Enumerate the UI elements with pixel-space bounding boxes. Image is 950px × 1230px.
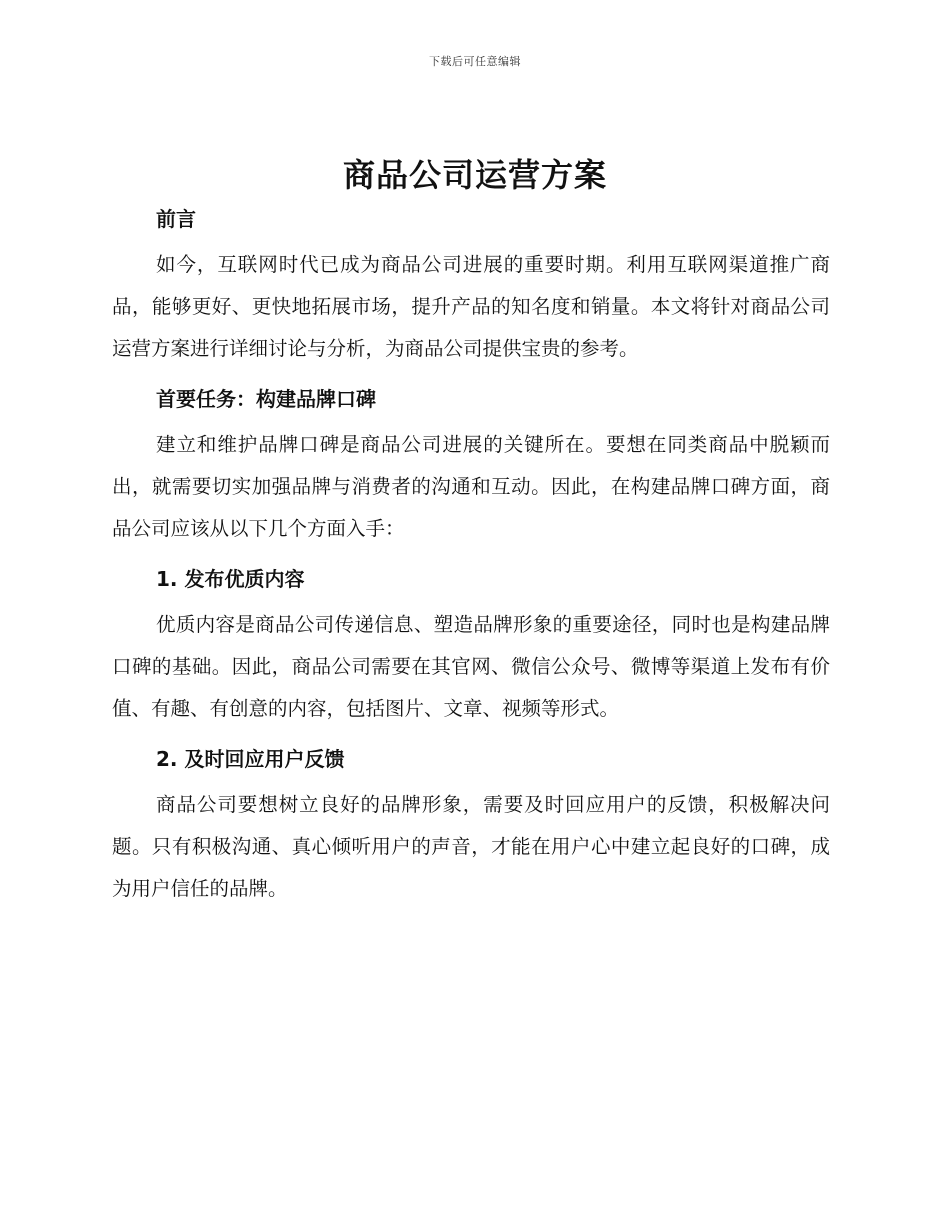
section-heading-user-feedback: 2. 及时回应用户反馈 xyxy=(156,747,345,771)
document-title: 商品公司运营方案 xyxy=(342,156,607,194)
section-heading-brand-reputation: 首要任务：构建品牌口碑 xyxy=(156,387,376,411)
page-header-note: 下载后可任意编辑 xyxy=(429,55,521,68)
section-paragraph-user-feedback: 商品公司要想树立良好的品牌形象，需要及时回应用户的反馈，积极解决问题。只有积极沟通、真心倾听用户的声音，才能在用户心中建立起良好的口碑，成为用户信任的品牌。 xyxy=(112,793,830,900)
section-paragraph-brand-reputation: 建立和维护品牌口碑是商品公司进展的关键所在。要想在同类商品中脱颖而出，就需要切实加强品牌与消费者的沟通和互动。因此，在构建品牌口碑方面，商品公司应该从以下几个方面入手： xyxy=(112,433,830,540)
document-body xyxy=(112,200,830,922)
section-heading-preface: 前言 xyxy=(156,207,196,231)
section-paragraph-quality-content: 优质内容是商品公司传递信息、塑造品牌形象的重要途径，同时也是构建品牌口碑的基础。因此，商品公司需要在其官网、微信公众号、微博等渠道上发布有价值、有趣、有创意的内容，包括图片、文章、视频等形式。 xyxy=(112,613,830,720)
section-heading-quality-content: 1. 发布优质内容 xyxy=(156,567,305,591)
section-paragraph-preface: 如今，互联网时代已成为商品公司进展的重要时期。利用互联网渠道推广商品，能够更好、更快地拓展市场，提升产品的知名度和销量。本文将针对商品公司运营方案进行详细讨论与分析，为商品公司提供宝贵的参考。 xyxy=(112,253,830,360)
